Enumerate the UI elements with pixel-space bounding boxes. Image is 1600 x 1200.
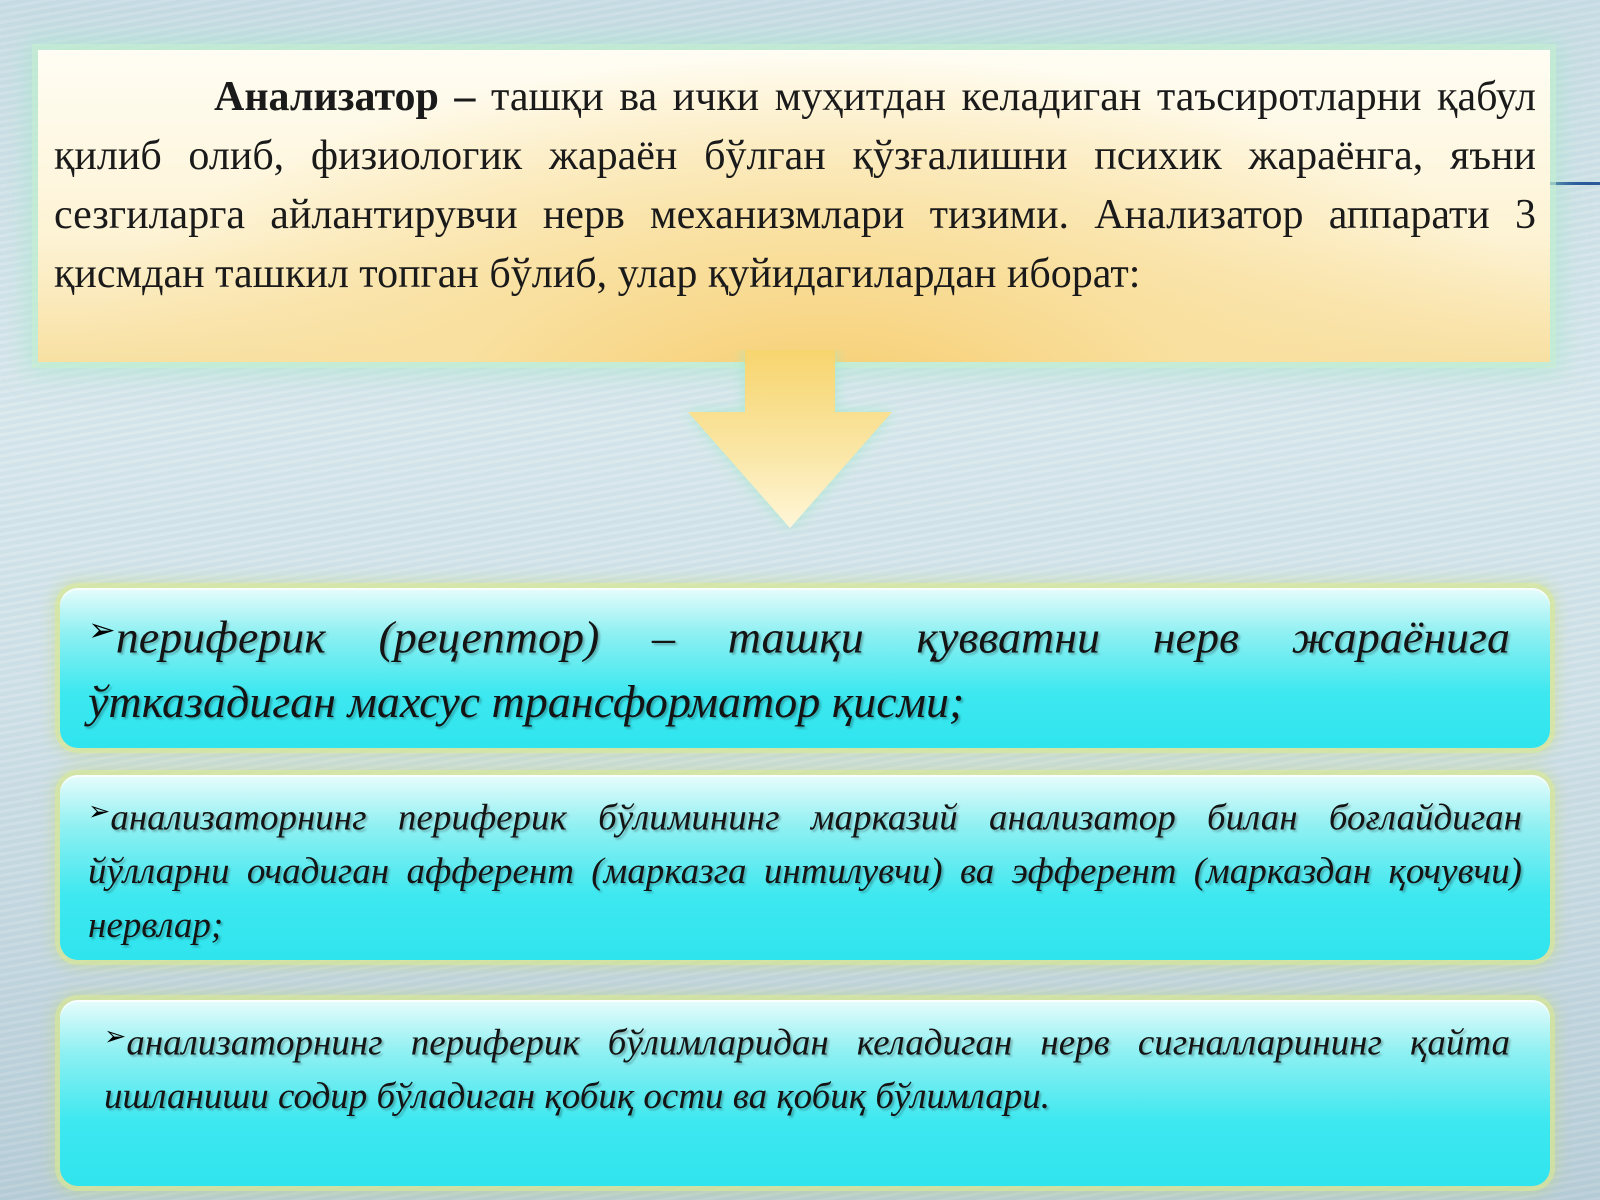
arrow-bullet-icon: ➢: [88, 610, 116, 649]
down-arrow-icon: [670, 350, 910, 540]
arrow-bullet-icon: ➢: [88, 796, 111, 827]
definition-text: ташқи ва ички муҳитдан келадиган таъсиротларни қабул қилиб олиб, физиологик жараён бўлган қўзғалишни психик жараёнга, яъни сезгиларга айлантирувчи нерв механизмлари тизими. Анализатор аппарати 3 қисмдан ташкил топган бўлиб, улар қуйидагилардан иборат:: [54, 74, 1536, 297]
definition-term: Анализатор –: [214, 74, 476, 120]
item-box-2: [60, 775, 1550, 960]
definition-paragraph: [54, 68, 1536, 304]
list-item: [88, 785, 1522, 953]
list-item-text: анализаторнинг периферик бўлимларидан келадиган нерв сигналларининг қайта ишланиши содир бўладиган қобиқ ости ва қобиқ бўлимлари.: [104, 1022, 1510, 1118]
arrow-bullet-icon: ➢: [104, 1021, 127, 1052]
list-item: [104, 1010, 1510, 1124]
list-item-text: анализаторнинг периферик бўлимининг марказий анализатор билан боғлайдиган йўлларни очадиган афферент (марказга интилувчи) ва эфферент (марказдан қочувчи) нервлар;: [88, 797, 1522, 947]
accent-line: [1545, 182, 1600, 185]
item-box-3: [60, 1000, 1550, 1186]
list-item: [88, 598, 1510, 734]
definition-box: [38, 50, 1550, 362]
list-item-text: периферик (рецептор) – ташқи қувватни нерв жараёнига ўтказадиган махсус трансформатор қисми;: [88, 611, 1510, 727]
item-box-1: [60, 588, 1550, 748]
